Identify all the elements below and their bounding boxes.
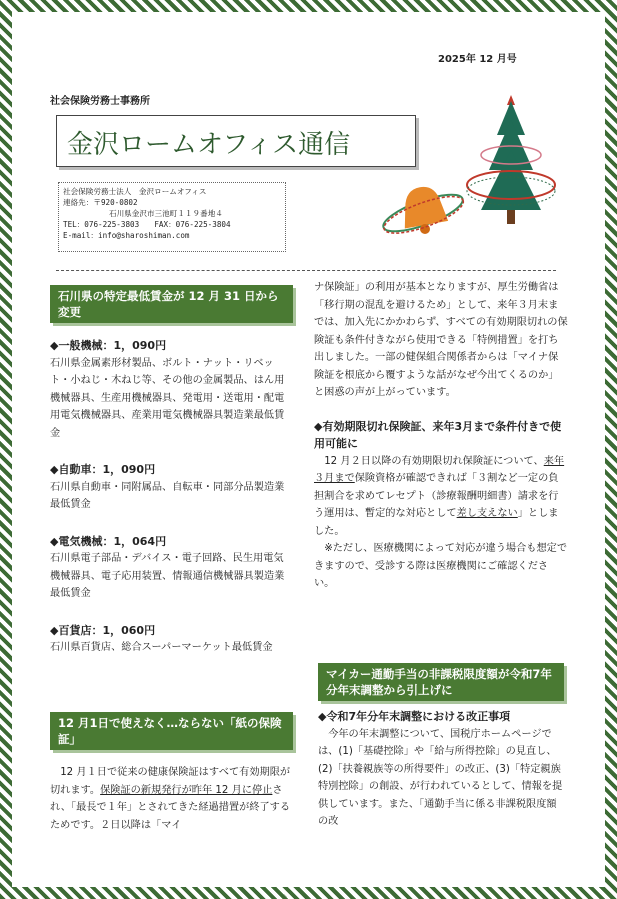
expired-card-note: ※ただし、医療機関によって対応が違う場合も想定できますので、受診する際は医療機関にご確認ください。 <box>314 543 568 589</box>
expired-card-text-2: 保険資格が確認できれば「３割など一定の負担割合を求めてレセプト（診療報酬明細書）請求を行う運用は、暫定的な対応として <box>314 473 559 519</box>
wage-automobile-body: 石川県自動車・同附属品、自転車・同部分品製造業最低賃金 <box>50 481 285 510</box>
wage-department-store-title: ◆百貨店：1，060円 <box>50 623 156 637</box>
expired-card-paragraph <box>314 453 568 541</box>
office-label: 社会保険労務士事務所 <box>50 96 150 107</box>
wage-department-store-body: 石川県百貨店、総合スーパーマーケット最低賃金 <box>50 642 273 653</box>
year-end-adjustment-paragraph: 今年の年末調整について、国税庁ホームページでは、(1)「基礎控除」や「給与所得控除」の見直し、(2)「扶養親族等の所得要件」の改正、(3)「特定親族特別控除」の創設、が行われているとして、情報を提供しています。また、「通勤手当に係る非課税限度額の改 <box>318 728 563 827</box>
expired-card-text-1: 12 月２日以降の有効期限切れ保険証について、 <box>324 455 544 467</box>
christmas-tree-icon <box>463 95 559 240</box>
newsletter-title: 金沢ロームオフィス通信 <box>67 130 351 160</box>
contact-phone-fax: TEL：076-225-3803 FAX：076-225-3804 <box>63 220 231 229</box>
wage-automobile-title: ◆自動車：1，090円 <box>50 463 156 476</box>
wage-general-machinery-body: 石川県金属素形材製品、ボルト・ナット・リベット・小ねじ・木ねじ等、その他の金属製品、はん用機械器具、生産用機械器具、発電用・送電用・配電用電気機械器具、産業用電気機械器具製造業最低賃金 <box>50 357 285 439</box>
heading-paper-insurance-card: 12 月1日で使えなく…ならない「紙の保険証」 <box>50 712 293 750</box>
expired-card-underlined-1: 来年３月まで <box>314 455 565 484</box>
contact-company: 社会保険労務士法人 金沢ロームオフィス <box>63 187 207 196</box>
paper-card-text-2: され、「最長で１年」とされてきた経過措置が終了するためです。２日以降は「マイ <box>50 784 291 831</box>
right-column <box>314 279 568 593</box>
contact-postal: 連絡先：〒920-0802 <box>63 198 138 207</box>
left-column <box>50 285 293 657</box>
heading-commute-allowance: マイカー通勤手当の非課税限度額が令和7年分年末調整から引上げに <box>318 663 564 701</box>
expired-card-subheading: ◆有効期限切れ保険証、来年3月まで条件付きで使用可能に <box>314 419 562 450</box>
contact-box <box>58 182 286 252</box>
wage-general-machinery-title: ◆一般機械：1，090円 <box>50 339 167 352</box>
paper-card-paragraph <box>50 764 293 834</box>
year-end-adjustment-subheading: ◆令和7年分年末調整における改正事項 <box>318 710 511 723</box>
left-column-lower <box>50 712 293 834</box>
wage-electrical-title: ◆電気機械：1，064円 <box>50 534 167 548</box>
issue-date: 2025年 12 月号 <box>438 54 517 65</box>
contact-address: 石川県金沢市三池町１１９番地４ <box>109 209 223 218</box>
paper-card-underlined: 保険証の新規発行が昨年 12 月に停止 <box>100 784 273 796</box>
bell-icon <box>375 185 475 265</box>
expired-card-underlined-2: 差し支えない <box>456 508 518 519</box>
wage-electrical-body: 石川県電子部品・デバイス・電子回路、民生用電気機械器具、電子応用装置、情報通信機械器具製造業最低賃金 <box>50 553 285 599</box>
right-paragraph-1: ナ保険証」の利用が基本となりますが、厚生労働省は「移行期の混乱を避けるため」として、来年３月末までは、加入先にかかわらず、すべての有効期限切れの保険証も条件付きながら使用できる「特例措置」を打ち出しました。一部の健保組合関係者からは「マイナ保険証を根底から覆すような話がなぜ今出てくるのか」と困惑の声が上がっています。 <box>314 282 568 398</box>
newsletter-title-box <box>56 115 416 167</box>
right-column-lower <box>318 663 564 831</box>
section-divider <box>56 270 556 271</box>
paper-card-text-1: 12 月１日で従来の健康保険証はすべて有効期限が切れます。 <box>50 767 291 796</box>
contact-email[interactable]: E-mail：info@sharoshiman.com <box>63 231 190 240</box>
heading-minimum-wage: 石川県の特定最低賃金が 12 月 31 日から変更 <box>50 285 293 323</box>
expired-card-text-3: 」としました。 <box>314 508 559 537</box>
